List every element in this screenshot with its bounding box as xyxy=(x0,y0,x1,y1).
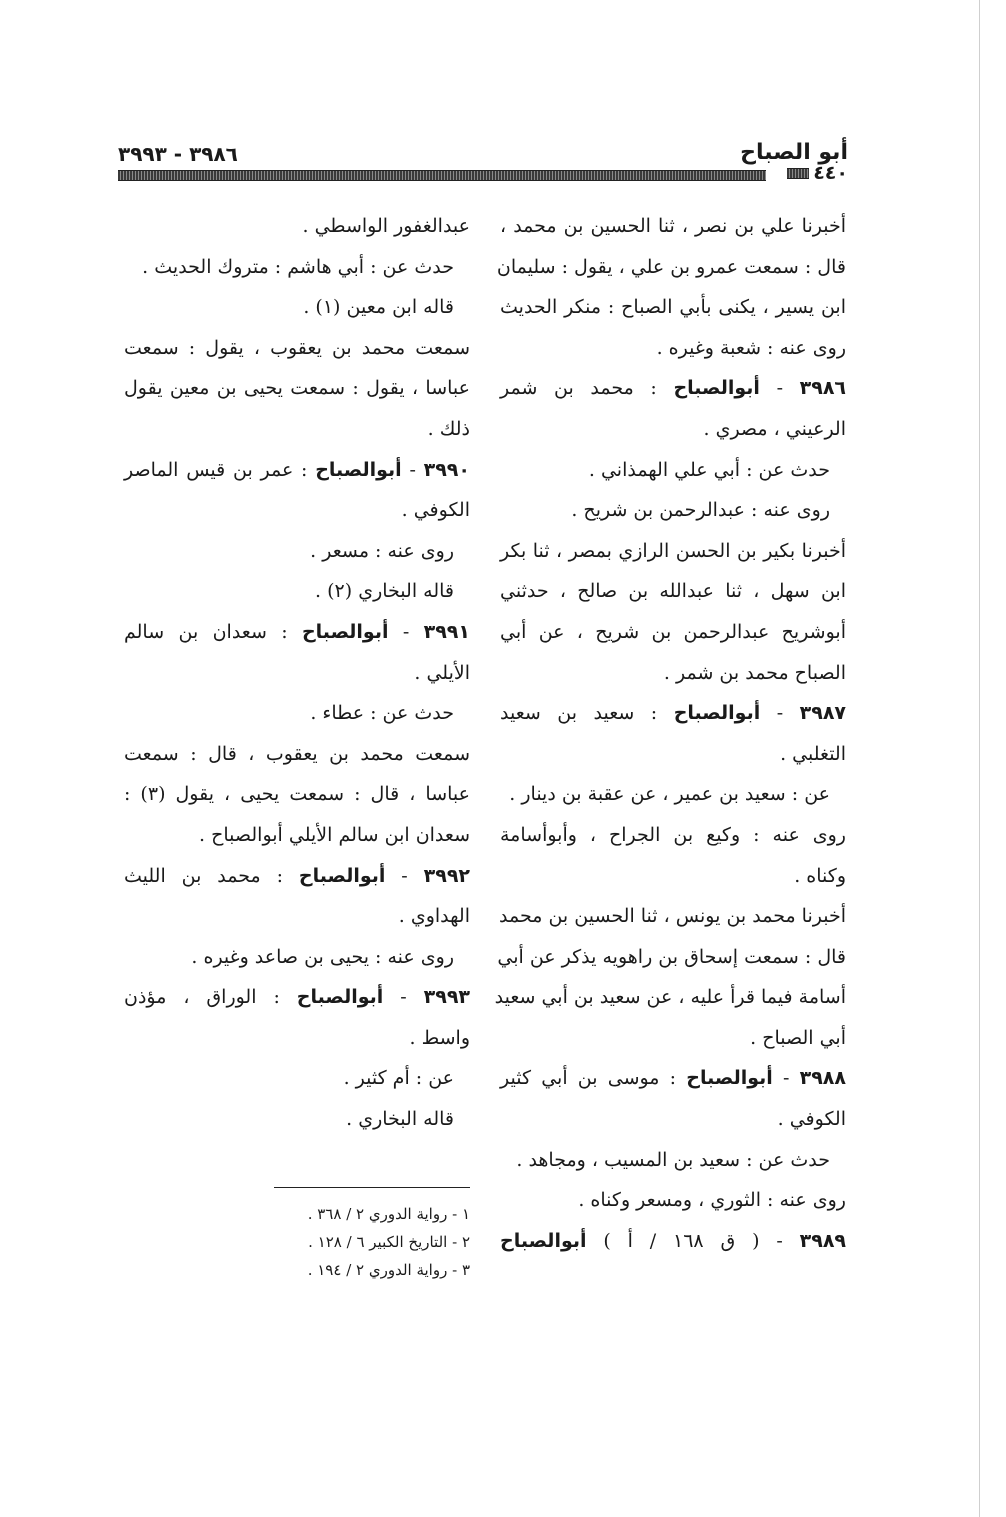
entry-number: ٣٩٩٢ xyxy=(423,864,471,887)
entry-text: : محمد بن الليث xyxy=(124,864,283,887)
entry-text: : عمر بن قيس الماصر xyxy=(124,458,308,481)
text-line: قاله البخاري . xyxy=(346,1108,454,1131)
text-line: ابن سهل ، ثنا عبدالله بن صالح ، حدثني xyxy=(500,580,846,603)
text-line: ابن يسير ، يكنى بأبي الصباح : منكر الحديث xyxy=(500,296,846,319)
entry-text: - ( ق ١٦٨ / أ ) xyxy=(603,1229,783,1252)
page-number-value: ٤٤٠ xyxy=(813,162,848,184)
entry-number: ٣٩٨٦ xyxy=(799,377,847,400)
page-edge xyxy=(979,0,980,1517)
text-line: روى عنه : الثوري ، ومسعر وكناه . xyxy=(578,1189,846,1212)
text-line: عباسا ، قال : سمعت يحيى ، يقول (٣) : xyxy=(124,783,470,806)
text-line: الرعيني ، مصري . xyxy=(703,417,846,440)
text-line: أبي الصباح . xyxy=(750,1026,846,1049)
text-line: حدث عن : أبي هاشم : متروك الحديث . xyxy=(142,255,454,278)
text-line: قاله ابن معين (١) . xyxy=(303,296,454,319)
text-line: واسط . xyxy=(409,1026,470,1049)
text-line: عبدالغفور الواسطي . xyxy=(302,215,470,237)
right-column xyxy=(494,206,847,1261)
text-line: روى عنه : وكيع بن الجراح ، وأبوأسامة xyxy=(500,823,846,846)
entry-number: ٣٩٩٣ xyxy=(423,986,471,1009)
text-line: أسامة فيما قرأ عليه ، عن سعيد بن أبي سعيد xyxy=(494,986,846,1009)
entry-text: : موسى بن أبي كثير xyxy=(500,1067,677,1090)
footnote-rule xyxy=(274,1187,470,1188)
entry-number: ٣٩٨٨ xyxy=(799,1067,846,1090)
page-number xyxy=(768,161,848,185)
text-line: قال : سمعت إسحاق بن راهويه يذكر عن أبي xyxy=(497,945,846,968)
text-line: حدث عن : سعيد بن المسيب ، ومجاهد . xyxy=(516,1148,830,1171)
entry-heading: ٣٩٩٠ - أبوالصباح : عمر بن قيس الماصر xyxy=(124,458,470,481)
text-line: سعدان ابن سالم الأيلي أبوالصباح . xyxy=(199,823,470,846)
entry-heading: ٣٩٨٧ - أبوالصباح : سعيد بن سعيد xyxy=(500,702,847,725)
entry-name: أبوالصباح xyxy=(686,1067,773,1090)
footnote: ٢ - التاريخ الكبير ٦ / ١٢٨ . xyxy=(308,1233,470,1251)
text-line: أبوشريح عبدالرحمن بن شريح ، عن أبي xyxy=(500,620,846,643)
text-line: حدث عن : عطاء . xyxy=(310,702,454,725)
header-rule xyxy=(118,170,766,181)
entry-heading: ٣٩٨٦ - أبوالصباح : محمد بن شمر xyxy=(500,377,847,400)
footnotes xyxy=(124,1200,470,1284)
text-line: روى عنه : يحيى بن صاعد وغيره . xyxy=(191,945,454,968)
text-line: روى عنه : عبدالرحمن بن شريح . xyxy=(571,499,830,522)
header-title: أبو الصباح xyxy=(740,140,848,165)
text-line: قال : سمعت عمرو بن علي ، يقول : سليمان xyxy=(496,255,846,278)
entry-name: أبوالصباح xyxy=(315,458,402,481)
text-line: أخبرنا علي بن نصر ، ثنا الحسين بن محمد ، xyxy=(500,215,846,237)
footnote: ٣ - رواية الدوري ٢ / ١٩٤ . xyxy=(307,1261,470,1279)
entry-text: : سعدان بن سالم xyxy=(124,620,288,643)
text-line: روى عنه : مسعر . xyxy=(310,539,454,562)
entry-text: : سعيد بن سعيد xyxy=(500,702,658,725)
text-line: الأيلي . xyxy=(414,661,470,684)
entry-name: أبوالصباح xyxy=(673,377,760,400)
entry-name: أبوالصباح xyxy=(296,986,384,1009)
header-entry-range: ٣٩٨٦ - ٣٩٩٣ xyxy=(118,142,238,166)
left-column xyxy=(124,206,470,1140)
text-line: الهداوي . xyxy=(398,905,470,928)
text-line: أخبرنا محمد بن يونس ، ثنا الحسين بن محمد xyxy=(499,905,846,928)
text-line: عن : أم كثير . xyxy=(343,1067,454,1090)
text-line: أخبرنا بكير بن الحسن الرازي بمصر ، ثنا بكر xyxy=(500,539,846,562)
entry-number: ٣٩٨٩ xyxy=(799,1229,847,1252)
entry-number: ٣٩٩١ xyxy=(423,620,470,643)
entry-number: ٣٩٨٧ xyxy=(799,702,847,725)
text-line: عن : سعيد بن عمير ، عن عقبة بن دينار . xyxy=(509,783,830,806)
entry-text: : محمد بن شمر xyxy=(500,377,657,400)
entry-heading: ٣٩٨٨ - أبوالصباح : موسى بن أبي كثير xyxy=(500,1067,846,1090)
text-line: روى عنه : شعبة وغيره . xyxy=(656,336,846,359)
text-line: التغلبي . xyxy=(780,742,846,765)
entry-heading xyxy=(500,1221,846,1262)
text-line: عباسا ، يقول : سمعت يحيى بن معين يقول xyxy=(124,377,470,400)
text-line: الكوفي . xyxy=(401,499,470,522)
text-line: سمعت محمد بن يعقوب ، قال : سمعت xyxy=(124,742,470,765)
text-line: قاله البخاري (٢) . xyxy=(315,580,454,603)
entry-name: أبوالصباح xyxy=(500,1229,587,1252)
entry-name: أبوالصباح xyxy=(301,620,389,643)
entry-heading: ٣٩٩٣ - أبوالصباح : الوراق ، مؤذن xyxy=(124,986,471,1009)
entry-number: ٣٩٩٠ xyxy=(423,458,470,481)
text-line: سمعت محمد بن يعقوب ، يقول : سمعت xyxy=(124,336,470,359)
entry-name: أبوالصباح xyxy=(673,702,761,725)
entry-heading: ٣٩٩١ - أبوالصباح : سعدان بن سالم xyxy=(124,620,470,643)
entry-text: : الوراق ، مؤذن xyxy=(124,986,280,1009)
page-number-ornament xyxy=(787,168,809,179)
entry-heading: ٣٩٩٢ - أبوالصباح : محمد بن الليث xyxy=(124,864,471,887)
footnote: ١ - رواية الدوري ٢ / ٣٦٨ . xyxy=(307,1205,470,1223)
entry-name: أبوالصباح xyxy=(298,864,386,887)
text-line: وكناه . xyxy=(794,864,846,887)
text-line: ذلك . xyxy=(427,417,470,440)
text-line: الصباح محمد بن شمر . xyxy=(663,661,846,684)
text-line: حدث عن : أبي علي الهمذاني . xyxy=(588,458,830,481)
text-line: الكوفي . xyxy=(777,1108,846,1131)
